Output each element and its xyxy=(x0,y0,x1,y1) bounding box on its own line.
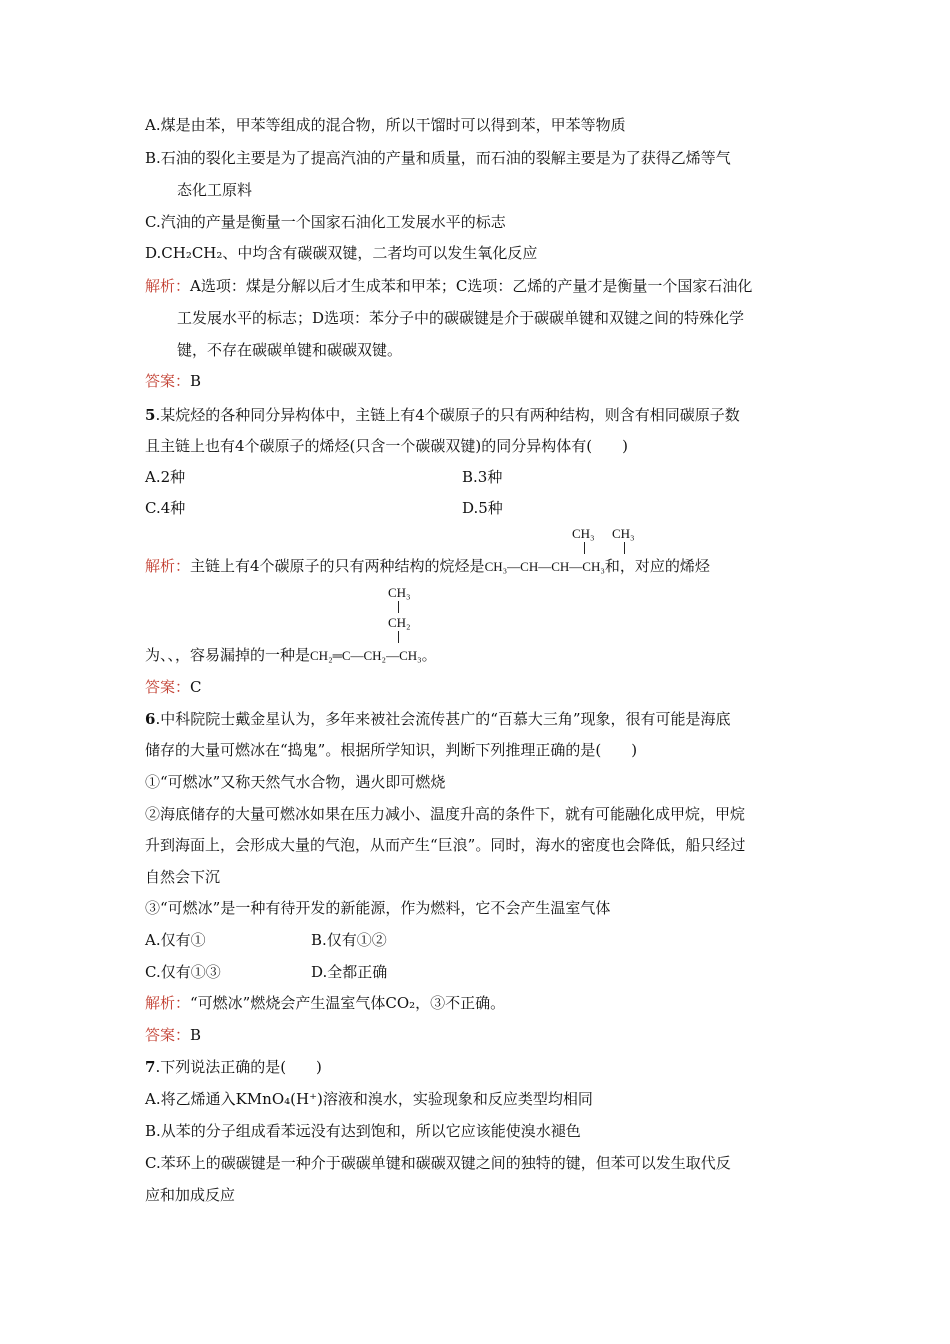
formula1-branch-left: CH₃ xyxy=(572,526,595,541)
q5-explanation-tail2: 。 xyxy=(421,646,437,664)
q7-stem xyxy=(145,1057,322,1077)
q5-explanation-label: 解析： xyxy=(145,557,191,575)
q4-option-b-line1: B.石油的裂化主要是为了提高汽油的产量和质量，而石油的裂解主要是为了获得乙烯等气 xyxy=(145,149,731,167)
formula1-main-chain: CH₃—CH—CH—CH₃ xyxy=(484,559,605,574)
formula2-bond-lower xyxy=(398,631,399,643)
q7-option-a: A.将乙烯通入KMnO₄(H⁺)溶液和溴水，实验现象和反应类型均相同 xyxy=(145,1090,593,1108)
q4-explanation-line2: 工发展水平的标志；D选项：苯分子中的碳碳键是介于碳碳单键和双键之间的特殊化学 xyxy=(177,309,745,327)
q6-explanation xyxy=(145,993,505,1013)
q4-option-c: C.汽油的产量是衡量一个国家石油化工发展水平的标志 xyxy=(145,213,506,231)
formula2-branch-top: CH₃ xyxy=(388,585,411,600)
q4-option-a: A.煤是由苯，甲苯等组成的混合物，所以干馏时可以得到苯，甲苯等物质 xyxy=(145,116,626,134)
q6-answer xyxy=(145,1025,201,1045)
q7-option-b: B.从苯的分子组成看苯远没有达到饱和，所以它应该能使溴水褪色 xyxy=(145,1122,581,1140)
q4-answer xyxy=(145,371,201,391)
formula1-branch-right: CH₃ xyxy=(612,526,635,541)
q7-number: 7 xyxy=(145,1058,156,1076)
q6-statement-1: ①“可燃冰”又称天然气水合物，遇火即可燃烧 xyxy=(145,773,446,791)
q7-stem-text: .下列说法正确的是( ) xyxy=(155,1058,322,1076)
q5-explanation-text2: 为、、，容易漏掉的一种是 xyxy=(145,646,311,664)
q5-number: 5 xyxy=(145,406,156,424)
q7-option-c-line2: 应和加成反应 xyxy=(145,1186,236,1204)
q5-answer-label: 答案： xyxy=(145,678,191,696)
q6-answer-label: 答案： xyxy=(145,1026,191,1044)
q6-option-b: B.仅有①② xyxy=(311,931,387,949)
formula1-bond-left xyxy=(584,542,585,554)
q5-stem-line2: 且主链上也有4个碳原子的烯烃(只含一个碳碳双键)的同分异构体有( ) xyxy=(145,437,628,455)
q4-answer-label: 答案： xyxy=(145,372,191,390)
q6-statement-2-line3: 自然会下沉 xyxy=(145,868,221,886)
q5-explanation-line1 xyxy=(145,556,710,576)
q6-answer-value: B xyxy=(190,1026,202,1044)
q5-answer-value: C xyxy=(190,678,202,696)
q6-number: 6 xyxy=(145,710,156,728)
q6-stem-text: .中科院院士戴金星认为，多年来被社会流传甚广的“百慕大三角”现象，很有可能是海底 xyxy=(155,710,731,728)
q4-option-b-line2: 态化工原料 xyxy=(177,181,253,199)
q6-stem-line1 xyxy=(145,709,731,729)
q4-explanation-text: A选项：煤是分解以后才生成苯和甲苯；C选项：乙烯的产量才是衡量一个国家石油化 xyxy=(190,277,753,295)
q6-option-c: C.仅有①③ xyxy=(145,963,221,981)
q5-option-b: B.3种 xyxy=(462,468,503,486)
q6-statement-2-line2: 升到海面上，会形成大量的气泡，从而产生“巨浪”。同时，海水的密度也会降低，船只经过 xyxy=(145,836,746,854)
q6-option-d: D.全都正确 xyxy=(311,963,388,981)
q5-option-c: C.4种 xyxy=(145,499,186,517)
q6-option-a: A.仅有① xyxy=(145,931,206,949)
q4-option-d: D.CH₂CH₂、中均含有碳碳双键，二者均可以发生氧化反应 xyxy=(145,244,538,262)
formula2-main-chain: CH₂═C—CH₂—CH₃ xyxy=(310,648,422,663)
q6-statement-3: ③“可燃冰”是一种有待开发的新能源，作为燃料，它不会产生温室气体 xyxy=(145,899,611,917)
q5-explanation-tail: 和，对应的烯烃 xyxy=(604,557,710,575)
q6-stem-line2: 储存的大量可燃冰在“捣鬼”。根据所学知识，判断下列推理正确的是( ) xyxy=(145,741,638,759)
q5-explanation-line2 xyxy=(145,645,437,665)
q6-explanation-label: 解析： xyxy=(145,994,191,1012)
q5-answer xyxy=(145,677,202,697)
q6-statement-2-line1: ②海底储存的大量可燃冰如果在压力减小、温度升高的条件下，就有可能融化成甲烷，甲烷 xyxy=(145,805,746,823)
q7-option-c-line1: C.苯环上的碳碳键是一种介于碳碳单键和碳碳双键之间的独特的键，但苯可以发生取代反 xyxy=(145,1154,731,1172)
q4-explanation-line1 xyxy=(145,276,752,296)
q5-option-d: D.5种 xyxy=(462,499,503,517)
q5-stem-line1 xyxy=(145,405,740,425)
formula2-branch-mid: CH₂ xyxy=(388,615,411,630)
q6-explanation-text: “可燃冰”燃烧会产生温室气体CO₂，③不正确。 xyxy=(190,994,506,1012)
q4-explanation-label: 解析： xyxy=(145,277,191,295)
q5-stem-text: .某烷烃的各种同分异构体中，主链上有4个碳原子的只有两种结构，则含有相同碳原子数 xyxy=(155,406,740,424)
formula2-bond-upper xyxy=(398,601,399,613)
q5-explanation-text: 主链上有4个碳原子的只有两种结构的烷烃是 xyxy=(190,557,485,575)
q5-option-a: A.2种 xyxy=(145,468,186,486)
q4-answer-value: B xyxy=(190,372,202,390)
q4-explanation-line3: 键，不存在碳碳单键和碳碳双键。 xyxy=(177,341,403,359)
formula1-bond-right xyxy=(624,542,625,554)
